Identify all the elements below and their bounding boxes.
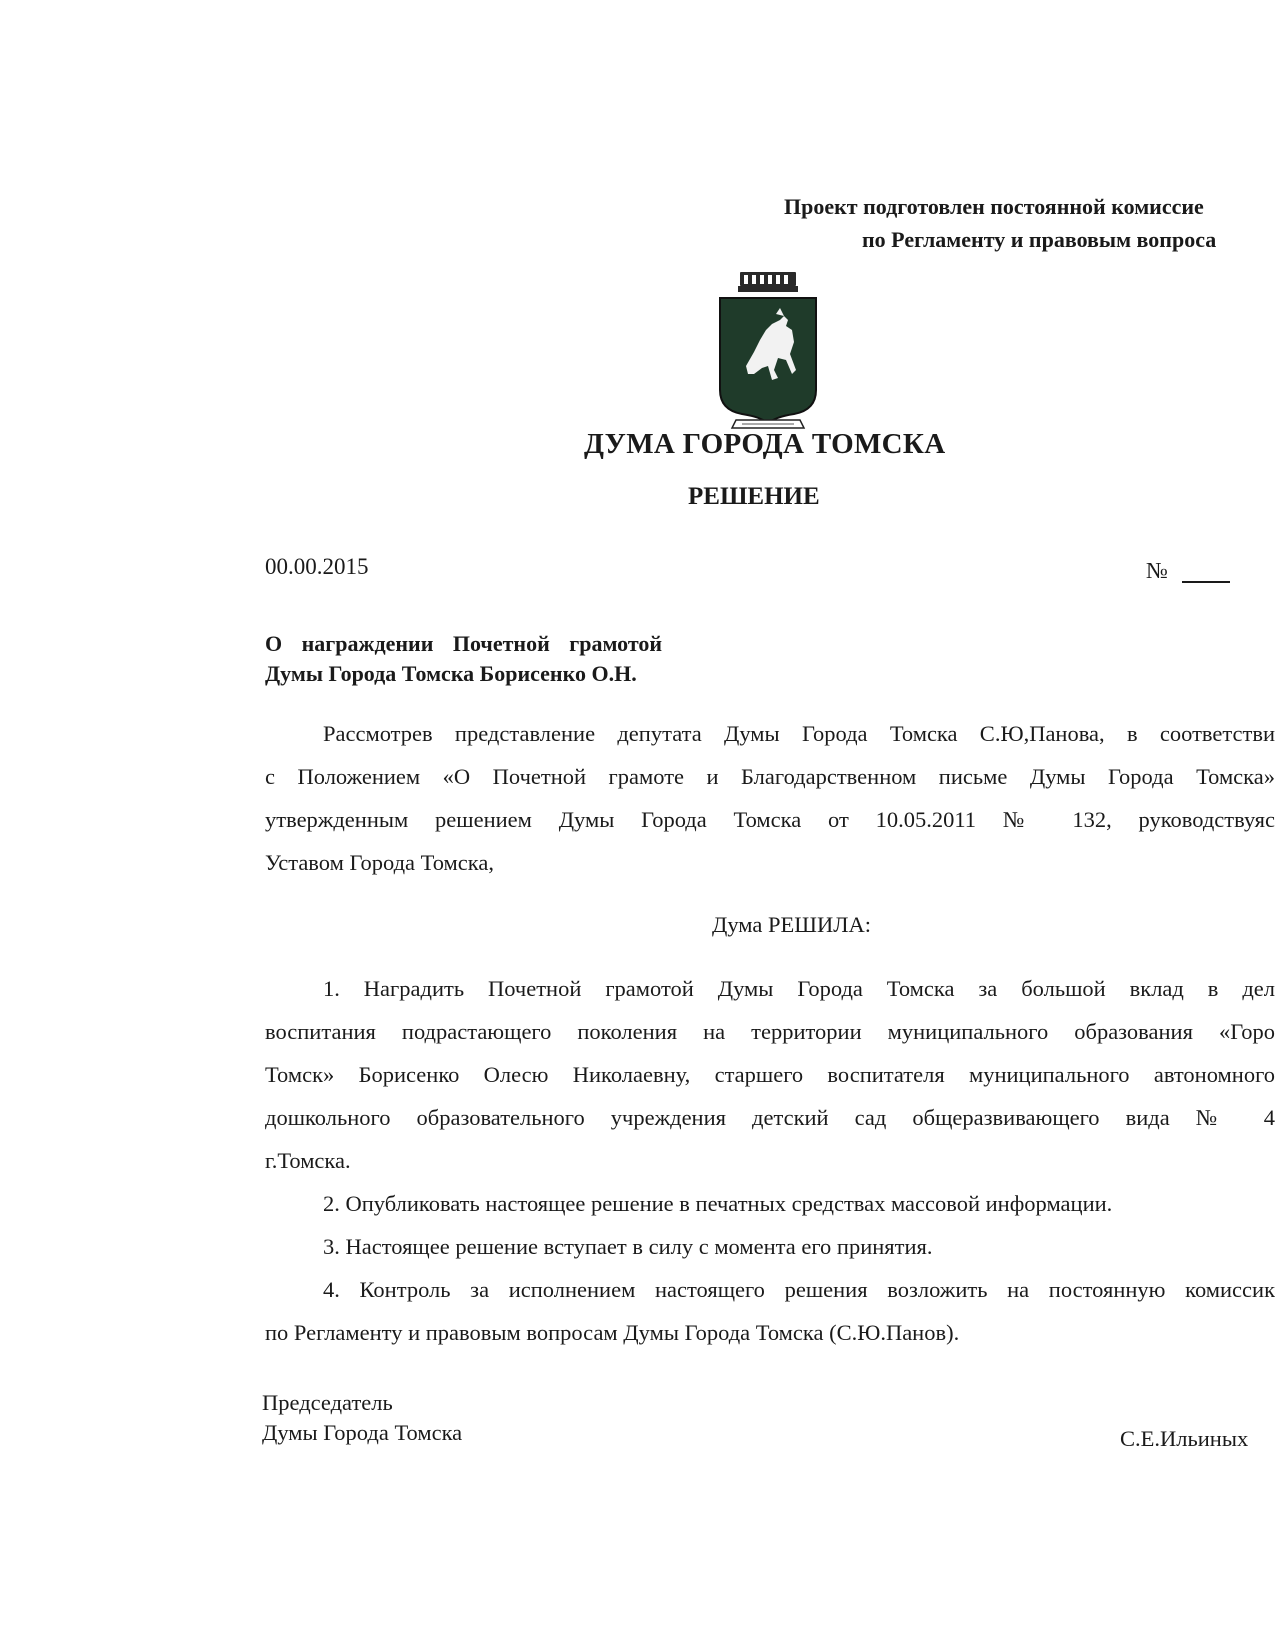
document-date: 00.00.2015	[265, 554, 369, 579]
item-line: 3. Настоящее решение вступает в силу с момента его принятия.	[323, 1234, 933, 1259]
item-line: воспитания подрастающего поколения на территории муниципального образования «Горо	[265, 1019, 1275, 1044]
preamble-line: Уставом Города Томска,	[265, 850, 494, 875]
signatory-position-line2: Думы Города Томска	[262, 1420, 463, 1445]
preamble-line: Рассмотрев представление депутата Думы Города Томска С.Ю,Панова, в соответстви	[323, 721, 1275, 746]
item-line: 1. Наградить Почетной грамотой Думы Города Томска за большой вклад в дел	[323, 976, 1275, 1001]
preamble-paragraph	[265, 712, 1275, 884]
document-number-blank	[1182, 581, 1230, 583]
decided-heading: Дума РЕШИЛА:	[712, 912, 871, 937]
signatory-position-line1: Председатель	[262, 1390, 393, 1415]
header-note-line1: Проект подготовлен постоянной комиссие	[784, 194, 1204, 219]
item-line: г.Томска.	[265, 1148, 351, 1173]
tomsk-coat-of-arms-icon	[714, 270, 822, 438]
item-line: по Регламенту и правовым вопросам Думы Города Томска (С.Ю.Панов).	[265, 1320, 960, 1345]
signatory-name: С.Е.Ильиных	[1120, 1426, 1249, 1451]
item-2-paragraph	[265, 1182, 1275, 1225]
document-type: РЕШЕНИЕ	[688, 483, 820, 510]
preamble-line: с Положением «О Почетной грамоте и Благодарственном письме Думы Города Томска»	[265, 764, 1275, 789]
item-line: Томск» Борисенко Олесю Николаевну, старшего воспитателя муниципального автономного	[265, 1062, 1275, 1087]
document-number-label: №	[1146, 558, 1168, 583]
item-4-paragraph	[265, 1268, 1275, 1354]
subject-line1: О награждении Почетной грамотой	[265, 631, 663, 656]
item-3-paragraph	[265, 1225, 1275, 1268]
item-1-paragraph	[265, 967, 1275, 1182]
preamble-line: утвержденным решением Думы Города Томска от 10.05.2011 № 132, руководствуяс	[265, 807, 1275, 832]
document-title: ДУМА ГОРОДА ТОМСКА	[584, 428, 946, 460]
item-line: 2. Опубликовать настоящее решение в печатных средствах массовой информации.	[323, 1191, 1113, 1216]
subject-line2: Думы Города Томска Борисенко О.Н.	[265, 661, 637, 686]
header-note-line2: по Регламенту и правовым вопроса	[862, 227, 1217, 252]
item-line: 4. Контроль за исполнением настоящего решения возложить на постоянную комиссик	[323, 1277, 1275, 1302]
item-line: дошкольного образовательного учреждения детский сад общеразвивающего вида № 4	[265, 1105, 1275, 1130]
